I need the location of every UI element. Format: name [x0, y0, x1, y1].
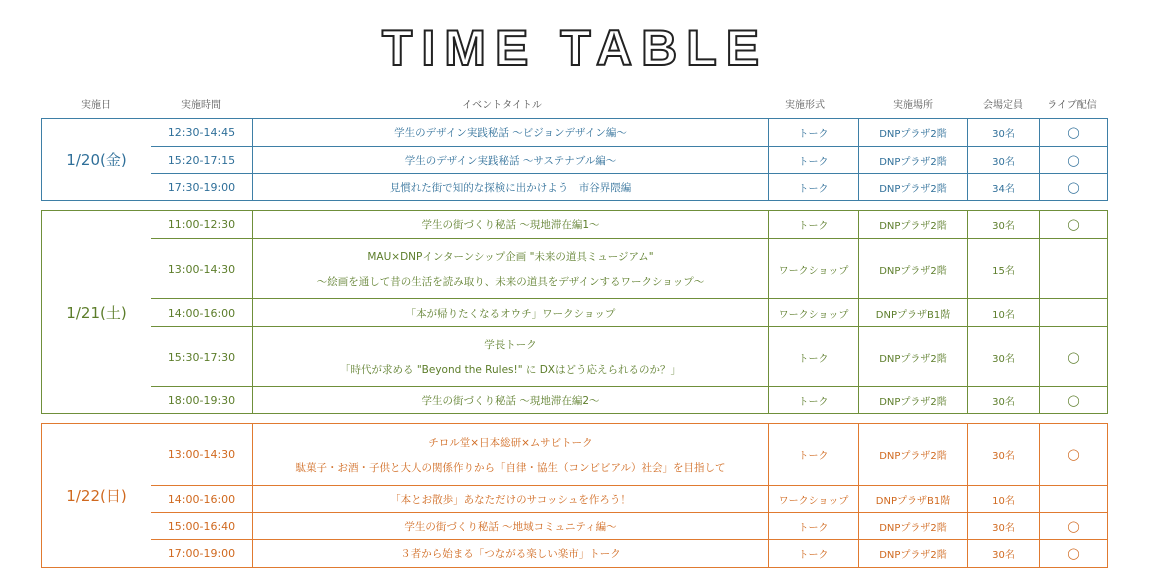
- time-cell: 15:20-17:15: [167, 154, 236, 167]
- header-venue: 実施場所: [893, 100, 933, 111]
- time-cell: 17:30-19:00: [167, 181, 236, 194]
- event-title: [252, 424, 768, 485]
- venue-cell: DNPプラザ2階: [858, 239, 967, 299]
- table-row: [151, 485, 1107, 513]
- live-stream-mark: [1039, 239, 1107, 299]
- live-stream-mark: ◯: [1039, 327, 1107, 387]
- capacity-cell: 10名: [967, 486, 1039, 513]
- event-title-line: 学生のデザイン実践秘話 〜ビジョンデザイン編〜: [394, 127, 627, 139]
- capacity-cell: 30名: [967, 327, 1039, 387]
- format-cell: トーク: [768, 119, 858, 146]
- event-title-line: 学生の街づくり秘話 〜現地滞在編2〜: [421, 395, 600, 407]
- event-subtitle-line: 駄菓子・お酒・子供と大人の関係作りから「自律・協生（コンビビアル）社会」を目指して: [295, 461, 726, 474]
- live-stream-mark: ◯: [1039, 119, 1107, 146]
- event-title-line: チロル堂×日本総研×ムサビトーク: [428, 436, 593, 449]
- event-title: [252, 239, 768, 299]
- venue-cell: DNPプラザ2階: [858, 174, 967, 201]
- venue-cell: DNPプラザ2階: [858, 387, 967, 414]
- time-cell: 13:00-14:30: [167, 262, 236, 276]
- event-title-line: 「本とお散歩」あなただけのサコッシュを作ろう！: [390, 494, 631, 506]
- event-subtitle-line: 「時代が求める "Beyond the Rules!" に DXはどう応えられるのか？」: [339, 364, 681, 376]
- capacity-cell: 30名: [967, 147, 1039, 174]
- venue-cell: DNPプラザ2階: [858, 211, 967, 238]
- time-cell: 15:30-17:30: [167, 350, 236, 364]
- header-live: ライブ配信: [1047, 100, 1097, 111]
- time-cell: 11:00-12:30: [167, 218, 236, 231]
- table-row: [151, 173, 1107, 201]
- time-cell: 12:30-14:45: [167, 126, 236, 139]
- event-title: [252, 119, 768, 146]
- venue-cell: DNPプラザ2階: [858, 513, 967, 540]
- capacity-cell: 30名: [967, 211, 1039, 238]
- capacity-cell: 10名: [967, 299, 1039, 327]
- format-cell: トーク: [768, 424, 858, 485]
- format-cell: トーク: [768, 147, 858, 174]
- capacity-cell: 15名: [967, 239, 1039, 299]
- live-stream-mark: ◯: [1039, 513, 1107, 540]
- event-title: [252, 147, 768, 174]
- event-title-line: MAU×DNPインターンシップ企画 "未来の道具ミュージアム": [367, 251, 654, 263]
- event-title-line: 学生の街づくり秘話 〜地域コミュニティ編〜: [404, 521, 617, 533]
- day-block-0122: [41, 423, 1108, 568]
- header-format: 実施形式: [785, 100, 825, 111]
- event-subtitle-line: 〜絵画を通して昔の生活を読み取り、未来の道具をデザインするワークショップ〜: [316, 276, 705, 288]
- live-stream-mark: [1039, 299, 1107, 327]
- event-title-line: 学生のデザイン実践秘話 〜サステナブル編〜: [404, 155, 617, 167]
- table-row: [151, 211, 1107, 238]
- live-stream-mark: ◯: [1039, 540, 1107, 567]
- event-title: [252, 540, 768, 567]
- venue-cell: DNPプラザ2階: [858, 147, 967, 174]
- format-cell: トーク: [768, 174, 858, 201]
- venue-cell: DNPプラザB1階: [858, 486, 967, 513]
- time-cell: 13:00-14:30: [167, 448, 236, 461]
- table-header: [0, 96, 1150, 110]
- capacity-cell: 30名: [967, 387, 1039, 414]
- format-cell: ワークショップ: [768, 299, 858, 327]
- event-title: [252, 387, 768, 414]
- table-row: [151, 298, 1107, 327]
- table-row: [151, 386, 1107, 414]
- format-cell: トーク: [768, 211, 858, 238]
- format-cell: ワークショップ: [768, 486, 858, 513]
- header-date: 実施日: [81, 100, 111, 111]
- live-stream-mark: ◯: [1039, 147, 1107, 174]
- table-row: [151, 424, 1107, 485]
- event-title-line: 見慣れた街で知的な探検に出かけよう 市谷界隈編: [389, 182, 632, 194]
- event-title-line: 「本が帰りたくなるオウチ」ワークショップ: [405, 307, 616, 320]
- venue-cell: DNPプラザ2階: [858, 424, 967, 485]
- page-title: TIME TABLE: [381, 20, 769, 76]
- table-row: [151, 326, 1107, 387]
- capacity-cell: 30名: [967, 119, 1039, 146]
- event-title: [252, 299, 768, 327]
- event-title: [252, 174, 768, 201]
- event-title: [252, 327, 768, 387]
- live-stream-mark: ◯: [1039, 424, 1107, 485]
- time-cell: 15:00-16:40: [167, 520, 236, 533]
- day-date: 1/21(土): [66, 303, 127, 322]
- table-row: [151, 238, 1107, 299]
- venue-cell: DNPプラザ2階: [858, 540, 967, 567]
- format-cell: トーク: [768, 387, 858, 414]
- day-date: 1/20(金): [66, 151, 127, 169]
- capacity-cell: 34名: [967, 174, 1039, 201]
- capacity-cell: 30名: [967, 513, 1039, 540]
- day-block-0120: [41, 118, 1108, 201]
- capacity-cell: 30名: [967, 540, 1039, 567]
- event-title: [252, 211, 768, 238]
- header-capacity: 会場定員: [983, 100, 1023, 111]
- event-title-line: 学生の街づくり秘話 〜現地滞在編1〜: [421, 219, 600, 231]
- event-title-line: ３者から始まる「つながる楽しい楽市」トーク: [400, 548, 621, 560]
- event-title-line: 学長トーク: [484, 339, 537, 351]
- live-stream-mark: [1039, 486, 1107, 513]
- format-cell: トーク: [768, 513, 858, 540]
- capacity-cell: 30名: [967, 424, 1039, 485]
- time-cell: 14:00-16:00: [167, 306, 236, 320]
- day-block-0121: [41, 210, 1108, 414]
- live-stream-mark: ◯: [1039, 174, 1107, 201]
- venue-cell: DNPプラザB1階: [858, 299, 967, 327]
- venue-cell: DNPプラザ2階: [858, 119, 967, 146]
- live-stream-mark: ◯: [1039, 387, 1107, 414]
- format-cell: トーク: [768, 540, 858, 567]
- table-row: [151, 512, 1107, 540]
- event-title: [252, 486, 768, 513]
- format-cell: ワークショップ: [768, 239, 858, 299]
- table-row: [151, 539, 1107, 567]
- day-date: 1/22(日): [66, 487, 127, 505]
- time-cell: 18:00-19:30: [167, 394, 236, 407]
- time-cell: 14:00-16:00: [167, 493, 236, 506]
- live-stream-mark: ◯: [1039, 211, 1107, 238]
- format-cell: トーク: [768, 327, 858, 387]
- event-title: [252, 513, 768, 540]
- header-event: イベントタイトル: [462, 100, 542, 111]
- venue-cell: DNPプラザ2階: [858, 327, 967, 387]
- table-row: [151, 146, 1107, 174]
- header-time: 実施時間: [181, 100, 221, 111]
- table-row: [151, 119, 1107, 146]
- time-cell: 17:00-19:00: [167, 547, 236, 560]
